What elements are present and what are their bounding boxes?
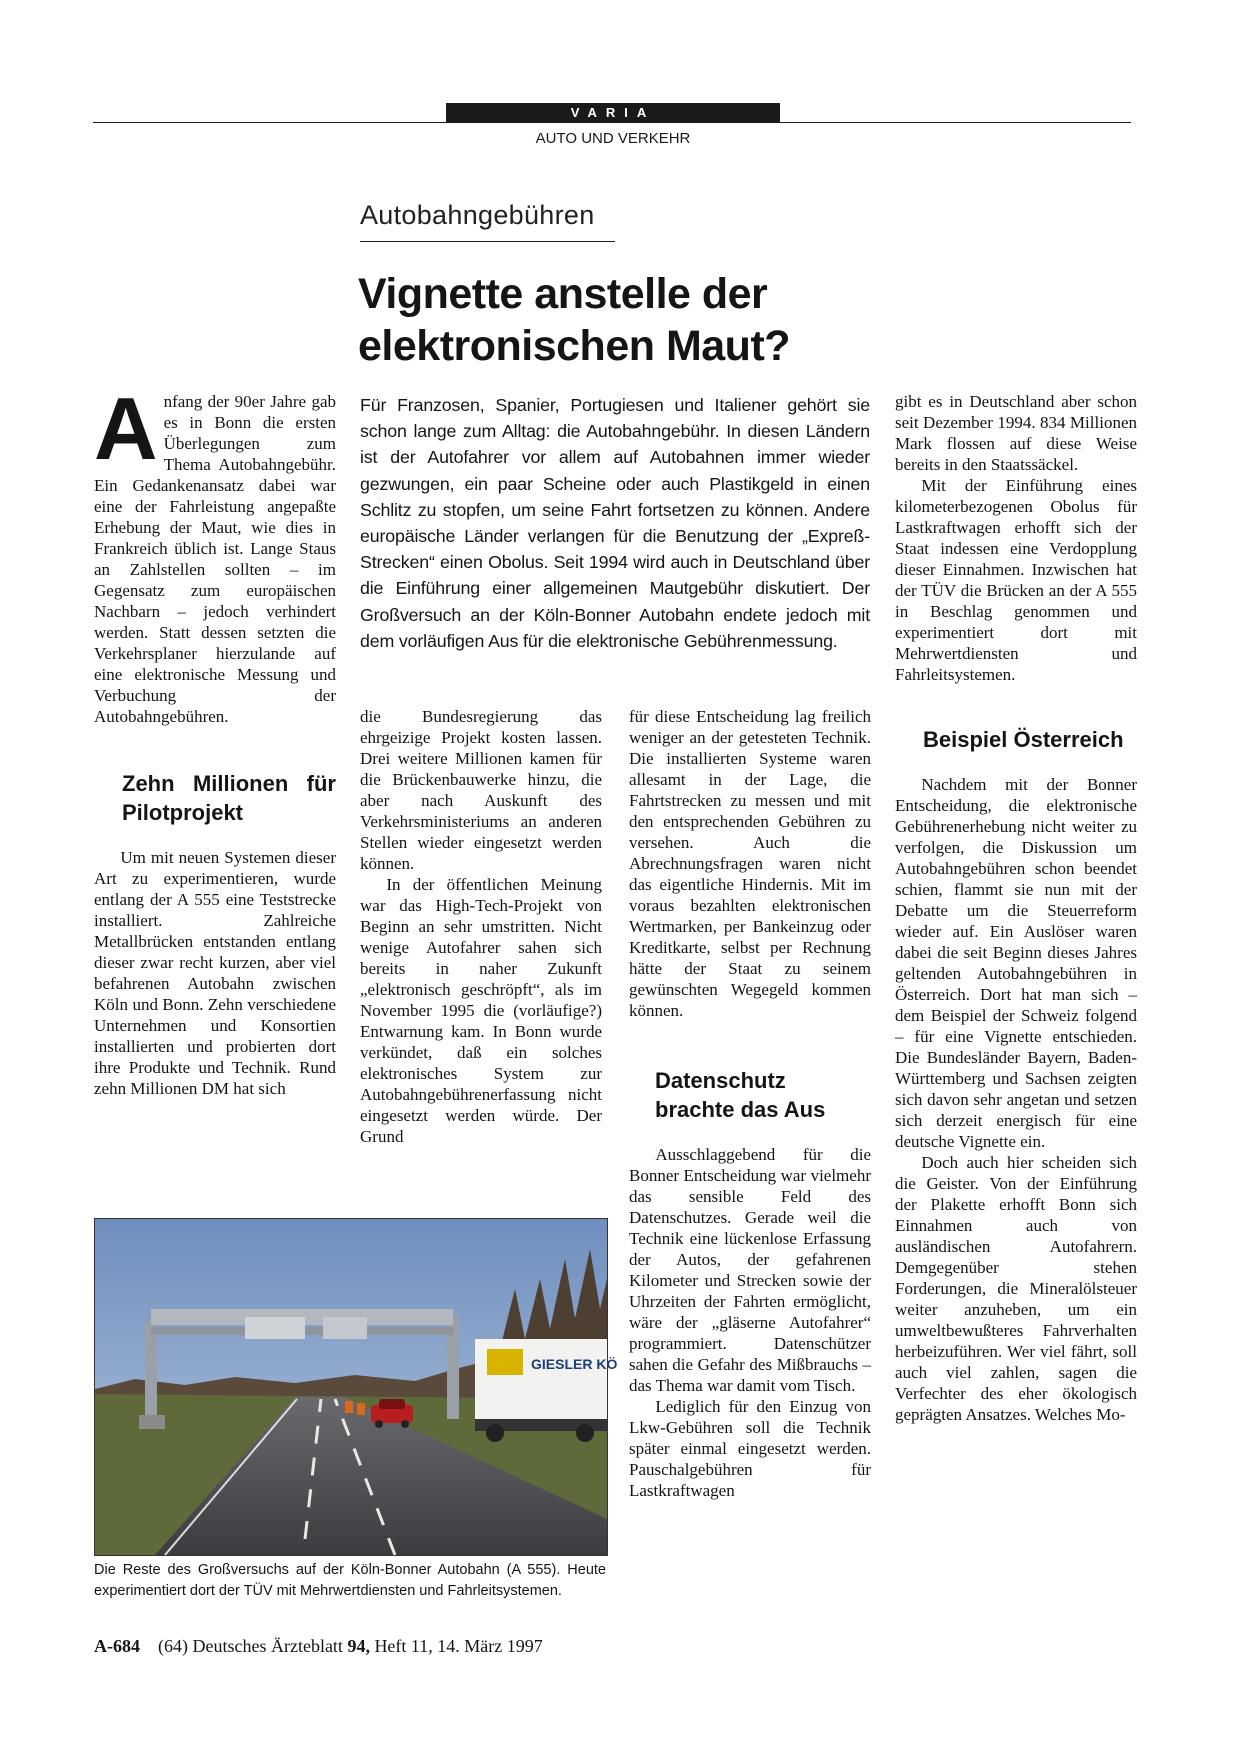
section-label: AUTO UND VERKEHR (535, 130, 691, 147)
intro-text: nfang der 90er Jahre gab es in Bonn die ersten Überlegungen zum Thema Autobahngebühr. Ein Gedankenansatz dabei war eine der Fahrleistung angepaßte Erhebung der Maut, wie dies in Frankreich üblich ist. Lange Staus an Zahlstellen sollten – im Gegensatz zum europäischen Nachbarn – jedoch verhindert werden. Statt dessen setzten die Verkehrsplaner hierzulande auf eine elektronische Messung und Verbuchung der Autobahngebühren. (94, 392, 336, 726)
citation-volume: 94, (347, 1636, 370, 1656)
body-paragraph: Ausschlaggebend für die Bonner Entscheidung war vielmehr das sensible Feld des Datenschutzes. Gerade weil die Technik eine lückenlose Erfassung der Autos, der gefahrenen Kilometer und Strecken sowie der Uhrzeiten der Fahrten ermöglicht, wäre der „gläserne Autofahrer“ programmiert. Datenschützer sahen die Gefahr des Mißbrauchs – das Thema war damit vom Tisch. (629, 1145, 871, 1395)
truck-lettering: GIESLER KÖ (531, 1356, 618, 1372)
page-footer (94, 1636, 543, 1657)
text-column-2 (360, 706, 602, 1147)
article-kicker: Autobahngebühren (360, 200, 595, 230)
page-folio: A-684 (94, 1636, 140, 1656)
headline-line-1: Vignette anstelle der (358, 270, 768, 318)
body-paragraph: Mit der Einführung eines kilometerbezogenen Obolus für Lastkraftwagen erhofft sich der Staat indessen eine Verdopplung dieser Einnahmen. Inzwischen hat der TÜV die Brücken an der A 555 in Beschlag genommen und experimentiert dort mit Mehrwertdiensten und Fahrleitsystemen. (895, 476, 1137, 684)
section-banner: VARIA (446, 103, 780, 123)
subhead-datenschutz: Datenschutz brachte das Aus (655, 1068, 826, 1122)
body-paragraph: In der öffentlichen Meinung war das High-Tech-Projekt von Beginn an sehr umstritten. Nicht wenige Autofahrer sahen sich bereits in naher Zukunft „elektronisch geschröpft“, als im November 1995 die (vorläufige?) Entwarnung kam. In Bonn wurde verkündet, daß ein solches elektronisches System zur Autobahngebührenerfassung nicht eingesetzt werden würde. Der Grund (360, 875, 602, 1146)
text-column-1 (94, 379, 336, 1099)
body-paragraph: für diese Entscheidung lag freilich weniger an der getesteten Technik. Die installierten Systeme waren allesamt in der Lage, die Fahrtstrecken zu messen und mit den entsprechenden Gebühren zu versehen. Auch die Abrechnungsfragen waren nicht das eigentliche Hindernis. Mit im voraus bezahlten elektronischen Wertmarken, per Bankeinzug oder Kreditkarte, selbst per Rechnung hätte der Staat zu seinem gewünschten Wegegeld kommen können. (629, 707, 871, 1020)
headline-line-2: elektronischen Maut? (358, 322, 791, 370)
body-paragraph: die Bundesregierung das ehrgeizige Projekt kosten lassen. Drei weitere Millionen kamen für die Brückenbauwerke hinzu, die aber nach Auskunft des Verkehrsministeriums an anderen Stellen wieder eingesetzt werden können. (360, 707, 602, 873)
subhead-pilotprojekt: Zehn Millionen für Pilotprojekt (122, 771, 336, 825)
kicker-underline (360, 241, 615, 242)
autobahn-illustration (95, 1219, 618, 1555)
body-paragraph: Nachdem mit der Bonner Entscheidung, die elektronische Gebührenerhebung nicht weiter zu verfolgen, die Diskussion um Autobahngebühren schon beendet schien, flammt sie nun mit der Debatte um die Steuerreform wieder auf. Ein Auslöser waren dabei die seit Beginn dieses Jahres geltenden Autobahngebühren in Österreich. Dort hat man sich – dem Beispiel der Schweiz folgend – für eine Vignette entschieden. Die Bundesländer Bayern, Baden-Württemberg und Sachsen zeigten sich davon sehr angetan und setzen sich derzeit energisch für eine deutsche Vignette ein. (895, 775, 1137, 1151)
text-column-4 (895, 391, 1137, 1425)
body-paragraph: Doch auch hier scheiden sich die Geister. Von der Einführung der Plakette erhofft Bonn sich Einnahmen auch von ausländischen Autofahrern. Demgegenüber stehen Forderungen, die Mineralölsteuer weiter anzuheben, um ein umweltbewußteres Fahrverhalten herbeizuführen. Wer viel fährt, soll auch viel zahlen, sagen die Verfechter des eher ökologisch geprägten Ansatzes. Welches Mo- (895, 1153, 1137, 1424)
body-paragraph: Um mit neuen Systemen dieser Art zu experimentieren, wurde entlang der A 555 eine Teststrecke installiert. Zahlreiche Metallbrücken entstanden entlang dieser zwar recht kurzen, aber viel befahrenen Autobahn zwischen Köln und Bonn. Zehn verschiedene Unternehmen und Konsortien installierten und probierten dort ihre Produkte und Technik. Rund zehn Millionen DM hat sich (94, 848, 336, 1098)
intro-paragraph (94, 379, 336, 727)
drop-cap: A (94, 379, 158, 478)
autobahn-photo (94, 1218, 618, 1556)
citation-prefix: (64) Deutsches Ärzteblatt (158, 1636, 348, 1656)
body-paragraph: gibt es in Deutschland aber schon seit Dezember 1994. 834 Millionen Mark flossen auf diese Weise bereits in den Staatssäckel. (895, 392, 1137, 474)
citation-suffix: Heft 11, 14. März 1997 (369, 1636, 543, 1656)
article-lead: Für Franzosen, Spanier, Portugiesen und Italiener gehört sie schon lange zum Alltag: die Autobahngebühr. In diesen Ländern ist der Autofahrer vor allem auf Autobahnen immer wieder gezwungen, ein paar Scheine oder auch Plastikgeld in einen Schlitz zu stopfen, um seine Fahrt fortsetzen zu können. Andere europäische Länder verlangen für die Benutzung der „Expreß-Strecken“ einen Obolus. Seit 1994 wird auch in Deutschland über die Einführung einer allgemeinen Mautgebühr diskutiert. Der Großversuch an der Köln-Bonner Autobahn endete jedoch mit dem vorläufigen Aus für die elektronische Gebührenmessung. (360, 395, 870, 651)
text-column-3 (629, 706, 871, 1501)
photo-caption: Die Reste des Großversuchs auf der Köln-Bonner Autobahn (A 555). Heute experimentiert dort der TÜV mit Mehrwertdiensten und Fahrleitsystemen. (94, 1562, 606, 1599)
article-headline (358, 268, 878, 372)
body-paragraph: Lediglich für den Einzug von Lkw-Gebühren soll die Technik später einmal eingesetzt werden. Pauschalgebühren für Lastkraftwagen (629, 1397, 871, 1500)
subhead-oesterreich: Beispiel Österreich (923, 727, 1124, 752)
